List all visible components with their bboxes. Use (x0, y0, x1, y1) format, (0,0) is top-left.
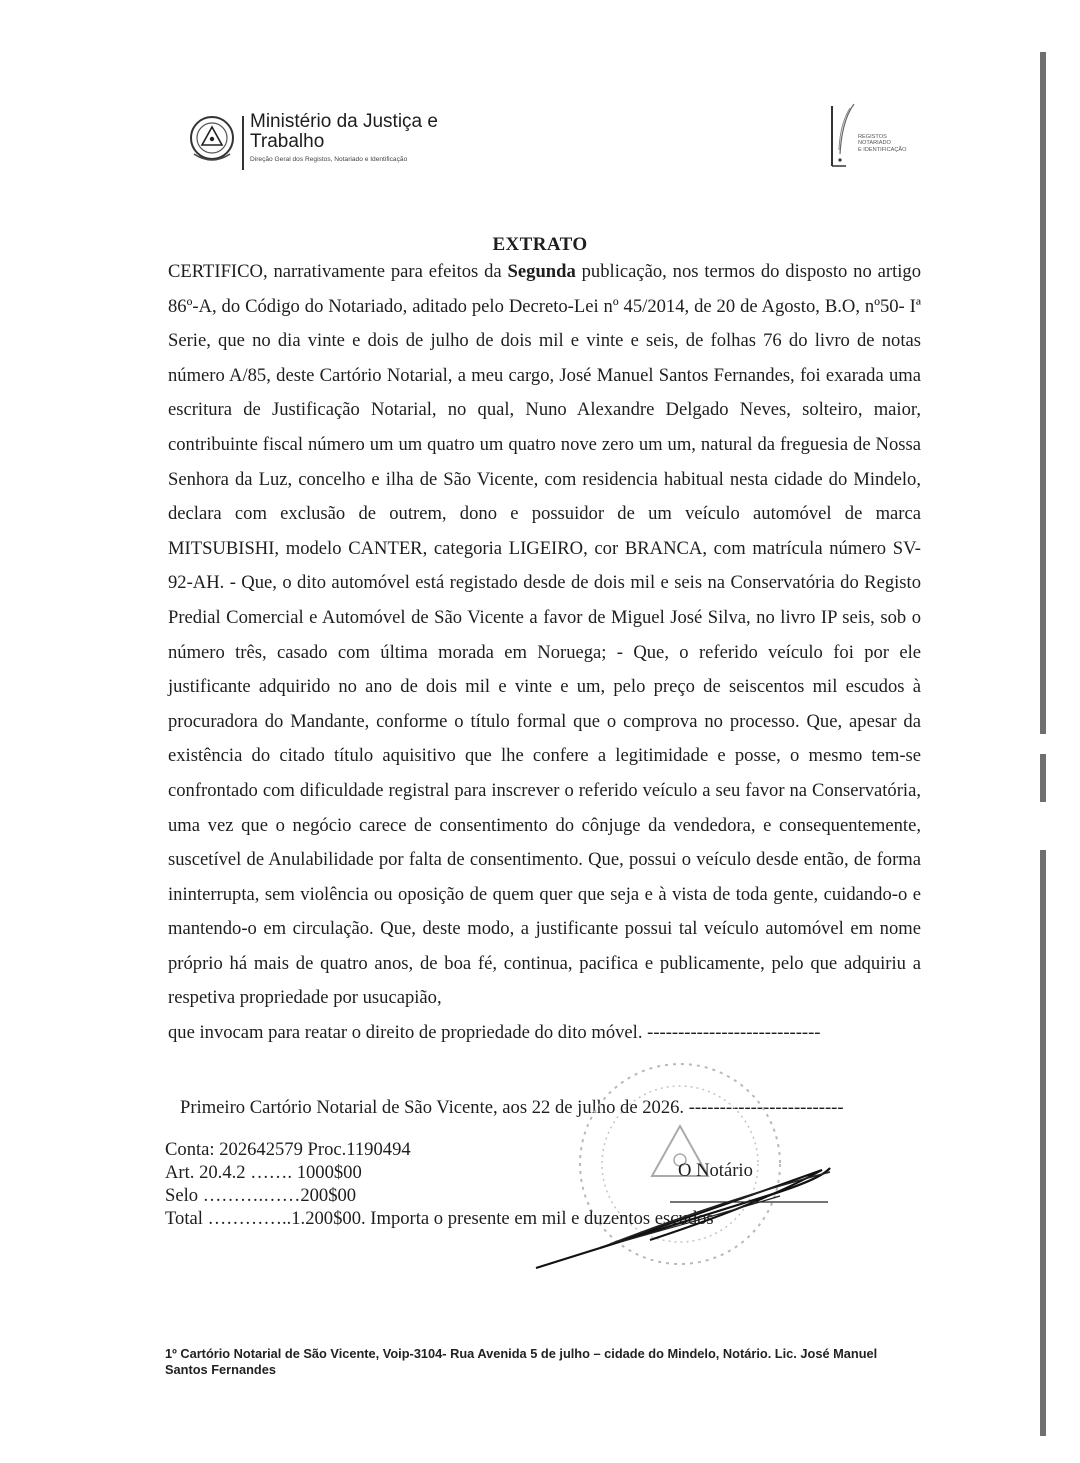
ministry-name-line-1: Ministério da Justiça e (250, 111, 438, 132)
ministry-header (186, 112, 466, 172)
fee-account: Conta: 202642579 Proc.1190494 (165, 1139, 411, 1160)
registry-line-3: E IDENTIFICAÇÃO (858, 146, 907, 153)
registry-line-1: REGISTOS (858, 134, 887, 140)
fee-article: Art. 20.4.2 ……. 1000$00 (165, 1162, 362, 1183)
notary-label: O Notário (678, 1160, 753, 1181)
ministry-name-line-2: Trabalho (250, 131, 325, 152)
fee-stamp-duty: Selo ……….……200$00 (165, 1185, 357, 1206)
paragraph-lead: CERTIFICO, narrativamente para efeitos da (168, 261, 508, 282)
certificate-body (168, 255, 921, 1051)
document-title: EXTRATO (492, 234, 588, 255)
national-seal-icon (186, 114, 238, 166)
fee-total: Total …………..1.200$00. Importa o presente em mil e duzentos escudos (165, 1208, 714, 1229)
certificate-paragraph (168, 255, 921, 1016)
ministry-name (250, 112, 438, 152)
ministry-subtitle: Direção Geral dos Registos, Notariado e Identificação (250, 156, 408, 163)
place-date-line: Primeiro Cartório Notarial de São Vicente, aos 22 de julho de 2026. ------------------------- (180, 1097, 844, 1118)
header-divider (242, 116, 244, 170)
scan-edge-bar (1040, 754, 1046, 802)
page-footer: 1º Cartório Notarial de São Vicente, Voip-3104- Rua Avenida 5 de julho – cidade do Mindelo, Notário. Lic. José Manuel Santos Fernandes (165, 1346, 878, 1377)
notary-signature-icon (530, 1140, 840, 1280)
paragraph-emphasis: Segunda (507, 261, 576, 282)
scan-edge-bar (1040, 52, 1046, 734)
registry-logo (828, 100, 938, 170)
paragraph-closing: que invocam para reatar o direito de propriedade do dito móvel. ---------------------------- (168, 1022, 821, 1044)
paragraph-rest: publicação, nos termos do disposto no artigo 86º-A, do Código do Notariado, aditado pelo Decreto-Lei nº 45/2014, de 20 de Agosto, B.O, nº50- Iª Serie, que no dia vinte e dois de julho de dois mil e vinte e seis, de folhas 76 do livro de notas número A/85, deste Cartório Notarial, a meu cargo, José Manuel Santos Fernandes, foi exarada uma escritura de Justificação Notarial, no qual, Nuno Alexandre Delgado Neves, solteiro, maior, contribuinte fiscal número um um quatro um quatro nove zero um um, natural da freguesia de Nossa Senhora da Luz, concelho e ilha de São Vicente, com residencia habitual nesta cidade do Mindelo, declara com exclusão de outrem, dono e possuidor de um veículo automóvel de marca MITSUBISHI, modelo CANTER, categoria LIGEIRO, cor BRANCA, com matrícula número SV-92-AH. - Que, o dito automóvel está registado desde de dois mil e seis na Conservatória do Registo Predial Comercial e Automóvel de São Vicente a favor de Miguel José Silva, no livro IP seis, sob o número três, casado com última morada em Noruega; - Que, o referido veículo foi por ele justificante adquirido no ano de dois mil e vinte e um, pelo preço de seiscentos mil escudos à procuradora do Mandante, conforme o título formal que o comprova no processo. Que, apesar da existência do citado título aquisitivo que lhe confere a legitimidade e posse, o mesmo tem-se confrontado com dificuldade registral para inscrever o referido veículo a seu favor na Conservatória, uma vez que o negócio carece de consentimento do cônjuge da vendedora, e consequentemente, suscetível de Anulabilidade por falta de consentimento. Que, possui o veículo desde então, de forma ininterrupta, sem violência ou oposição de quem quer que seja e à vista de toda gente, cuidando-o e mantendo-o em circulação. Que, deste modo, a justificante possui tal veículo automóvel em nome próprio há mais de quatro anos, de boa fé, continua, pacifica e publicamente, pelo que adquiriu a respetiva propriedade por usucapião, (168, 261, 921, 1009)
registry-mark-icon (828, 100, 856, 168)
scan-edge-bar (1040, 850, 1046, 1436)
registry-text (858, 134, 906, 153)
registry-line-2: NOTARIADO (858, 140, 891, 147)
